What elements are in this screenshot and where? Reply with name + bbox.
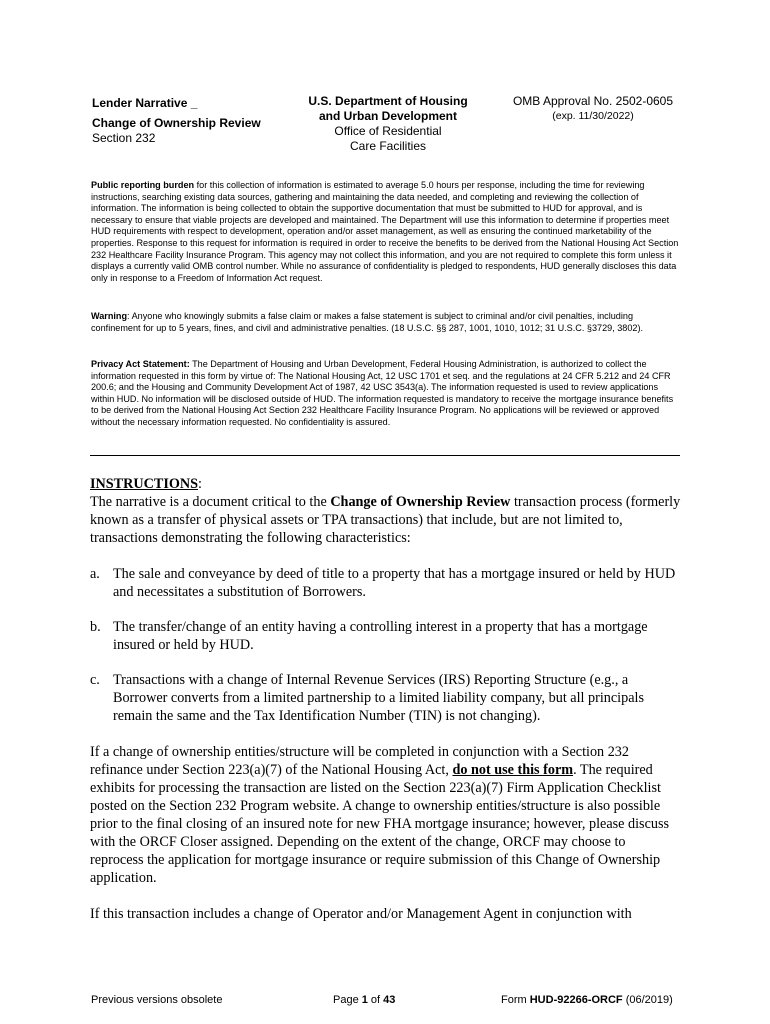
list-item-text: The transfer/change of an entity having a controlling interest in a property that has a mortgage insured or held by HUD. <box>113 619 648 653</box>
para2-text-start: If a change of ownership entities/structure will be completed in conjunction with a Section 232 refinance under Section 223(a)(7) of the National Housing Act, <box>90 744 629 778</box>
do-not-use-emphasis: do not use this form <box>452 762 574 778</box>
form-section: Section 232 <box>92 131 156 145</box>
list-item <box>90 618 682 654</box>
privacy-statement <box>91 359 683 429</box>
agency-line1: U.S. Department of Housing <box>308 94 468 108</box>
list-item <box>90 565 682 601</box>
list-marker: a. <box>90 566 100 582</box>
header-left <box>92 94 261 147</box>
agency-line2: and Urban Development <box>318 109 458 123</box>
page-current: 1 <box>361 994 368 1006</box>
page-total: 43 <box>383 994 396 1006</box>
header-agency <box>290 94 486 154</box>
form-date: (06/2019) <box>622 994 673 1006</box>
section-divider <box>90 455 680 456</box>
para2-text-end: . The required exhibits for processing the transaction are listed on the Section 223(a)(7) Firm Application Checklist posted on the Section 232 Program website. A change to ownership entities/structure is also possible prior to the final closing of an insured note for new FHA mortgage insurance; however, please discuss with the ORCF Closer assigned. Depending on the extent of the change, ORCF may choose to reprocess the application for mortgage insurance or require submission of this Change of Ownership application. <box>90 762 669 886</box>
privacy-text: The Department of Housing and Urban Development, Federal Housing Administration, is authorized to collect the information requested in this form by virtue of: The National Housing Act, 12 USC 1701 et seq. and the regulations at 24 CFR 5.212 and 24 CFR 200.6; and the Housing and Community Development Act of 1987, 42 USC 3543(a). The information requested is used to review applications within HUD. No information will be disclosed outside of HUD. The information requested is mandatory to receive the mortgage insurance benefits to be derived from the National Housing Act Section 232 Healthcare Facility Insurance Program. No applications will be reviewed or approved without the necessary information requested. No confidentiality is assured. <box>91 359 674 427</box>
warning-text: : Anyone who knowingly submits a false claim or makes a false statement is subject to criminal and/or civil penalties, including confinement for up to 5 years, fines, and civil and administrative penalties. (18 U.S.C. §§ 287, 1001, 1010, 1012; 31 U.S.C. §3729, 3802). <box>91 311 644 333</box>
warning-statement <box>91 311 683 334</box>
list-marker: b. <box>90 619 101 635</box>
intro-bold-term: Change of Ownership Review <box>330 494 511 510</box>
omb-approval: OMB Approval No. 2502-0605 <box>512 94 674 108</box>
burden-label: Public reporting burden <box>91 180 195 190</box>
warning-label: Warning <box>91 311 128 321</box>
footer-page-number <box>333 994 395 1006</box>
form-title-line1: Lender Narrative _ <box>92 96 198 110</box>
header-omb <box>500 94 686 124</box>
footer-form-id <box>501 994 673 1006</box>
instructions-colon: : <box>198 476 202 492</box>
list-item <box>90 671 682 725</box>
form-number: HUD-92266-ORCF <box>529 994 623 1006</box>
form-prefix: Form <box>501 994 530 1006</box>
office-line1: Office of Residential <box>334 124 442 138</box>
list-item-text: Transactions with a change of Internal Revenue Services (IRS) Reporting Structure (e.g., a Borrower converts from a limited partnership to a limited liability company, but all principals remain the same and the Tax Identification Number (TIN) is not changing). <box>113 672 644 724</box>
burden-statement <box>91 180 683 284</box>
list-marker: c. <box>90 672 100 688</box>
burden-text: for this collection of information is estimated to average 5.0 hours per response, including the time for reviewing instructions, searching existing data sources, gathering and maintaining the data needed, and completing and reviewing the collection of information. The information is being collected to obtain the supportive documentation that must be submitted to HUD for approval, and is necessary to ensure that viable projects are developed and maintained. The Department will use this information to determine if properties meet HUD requirements with respect to development, operation and/or asset management, as well as ensuring the continued marketability of the properties. Response to this request for information is required in order to receive the benefits to be derived from the National Housing Act Section 232 Healthcare Facility Insurance Program. This agency may not collect this information, and you are not required to complete this form unless it displays a currently valid OMB control number. While no assurance of confidentiality is pledged to respondents, HUD generally discloses this data only in response to a Freedom of Information Act request. <box>91 180 679 283</box>
list-item-text: The sale and conveyance by deed of title to a property that has a mortgage insured or held by HUD and necessitates a substitution of Borrowers. <box>113 566 676 600</box>
privacy-label: Privacy Act Statement: <box>91 359 190 369</box>
page-of: of <box>367 994 384 1006</box>
page-prefix: Page <box>333 994 362 1006</box>
form-title-line2: Change of Ownership Review <box>92 116 261 130</box>
operator-change-paragraph: If this transaction includes a change of Operator and/or Management Agent in conjunction with <box>90 906 632 922</box>
intro-text-start: The narrative is a document critical to the <box>90 494 331 510</box>
footer-obsolete-note: Previous versions obsolete <box>91 994 223 1006</box>
omb-expiration: (exp. 11/30/2022) <box>552 110 634 122</box>
office-line2: Care Facilities <box>349 139 427 153</box>
intro-text-end: transaction process (formerly known as a transfer of physical assets or TPA transactions) that include, but are not limited to, transactions demonstrating the following characteristics: <box>90 494 681 546</box>
instructions-intro <box>90 475 682 547</box>
refinance-paragraph <box>90 743 682 887</box>
instructions-heading: INSTRUCTIONS <box>90 476 199 492</box>
